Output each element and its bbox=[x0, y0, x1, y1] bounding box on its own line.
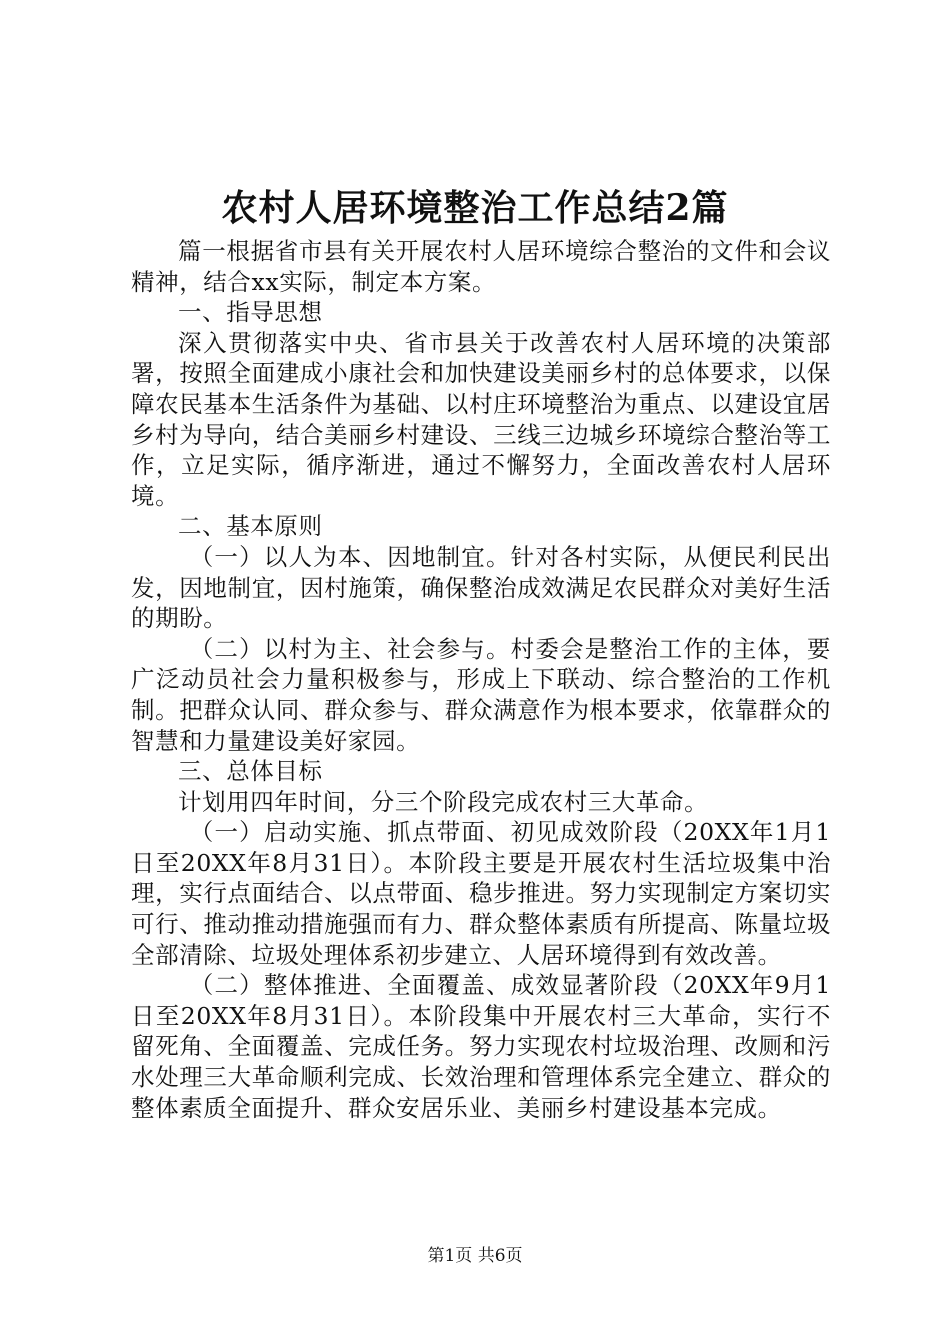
document-body bbox=[131, 236, 831, 1123]
intro-paragraph: 篇一根据省市县有关开展农村人居环境综合整治的文件和会议精神，结合xx实际，制定本方案。 bbox=[131, 237, 831, 296]
overall-goals-paragraph: 计划用四年时间，分三个阶段完成农村三大革命。 bbox=[178, 787, 709, 816]
page-footer: 第1页 共6页 bbox=[427, 1246, 523, 1266]
guiding-ideology-paragraph: 深入贯彻落实中央、省市县关于改善农村人居环境的决策部署，按照全面建成小康社会和加快建设美丽乡村的总体要求，以保障农民基本生活条件为基础、以村庄环境整治为重点、以建设宜居乡村为导向，结合美丽乡村建设、三线三边城乡环境综合整治等工作，立足实际，循序渐进，通过不懈努力，全面改善农村人居环境。 bbox=[131, 328, 831, 510]
section-heading-guiding-ideology: 一、指导思想 bbox=[178, 298, 323, 327]
principle-1-paragraph: （一）以人为本、因地制宜。针对各村实际，从便民利民出发，因地制宜，因村施策，确保整治成效满足农民群众对美好生活的期盼。 bbox=[131, 542, 831, 633]
stage-2-paragraph: （二）整体推进、全面覆盖、成效显著阶段（20XX年9月1日至20XX年8月31日）。本阶段集中开展农村三大革命，实行不留死角、全面覆盖、完成任务。努力实现农村垃圾治理、改厕和污水处理三大革命顺利完成、长效治理和管理体系完全建立、群众的整体素质全面提升、群众安居乐业、美丽乡村建设基本完成。 bbox=[131, 971, 831, 1122]
section-heading-overall-goals: 三、总体目标 bbox=[178, 757, 323, 786]
section-heading-basic-principles: 二、基本原则 bbox=[178, 512, 323, 541]
principle-2-paragraph: （二）以村为主、社会参与。村委会是整治工作的主体，要广泛动员社会力量积极参与，形成上下联动、综合整治的工作机制。把群众认同、群众参与、群众满意作为根本要求，依靠群众的智慧和力量建设美好家园。 bbox=[131, 634, 831, 755]
document-title: 农村人居环境整治工作总结2篇 bbox=[221, 187, 729, 229]
stage-1-paragraph: （一）启动实施、抓点带面、初见成效阶段（20XX年1月1日至20XX年8月31日）。本阶段主要是开展农村生活垃圾集中治理，实行点面结合、以点带面、稳步推进。努力实现制定方案切实可行、推动推动措施强而有力、群众整体素质有所提高、陈量垃圾全部清除、垃圾处理体系初步建立、人居环境得到有效改善。 bbox=[131, 818, 831, 969]
